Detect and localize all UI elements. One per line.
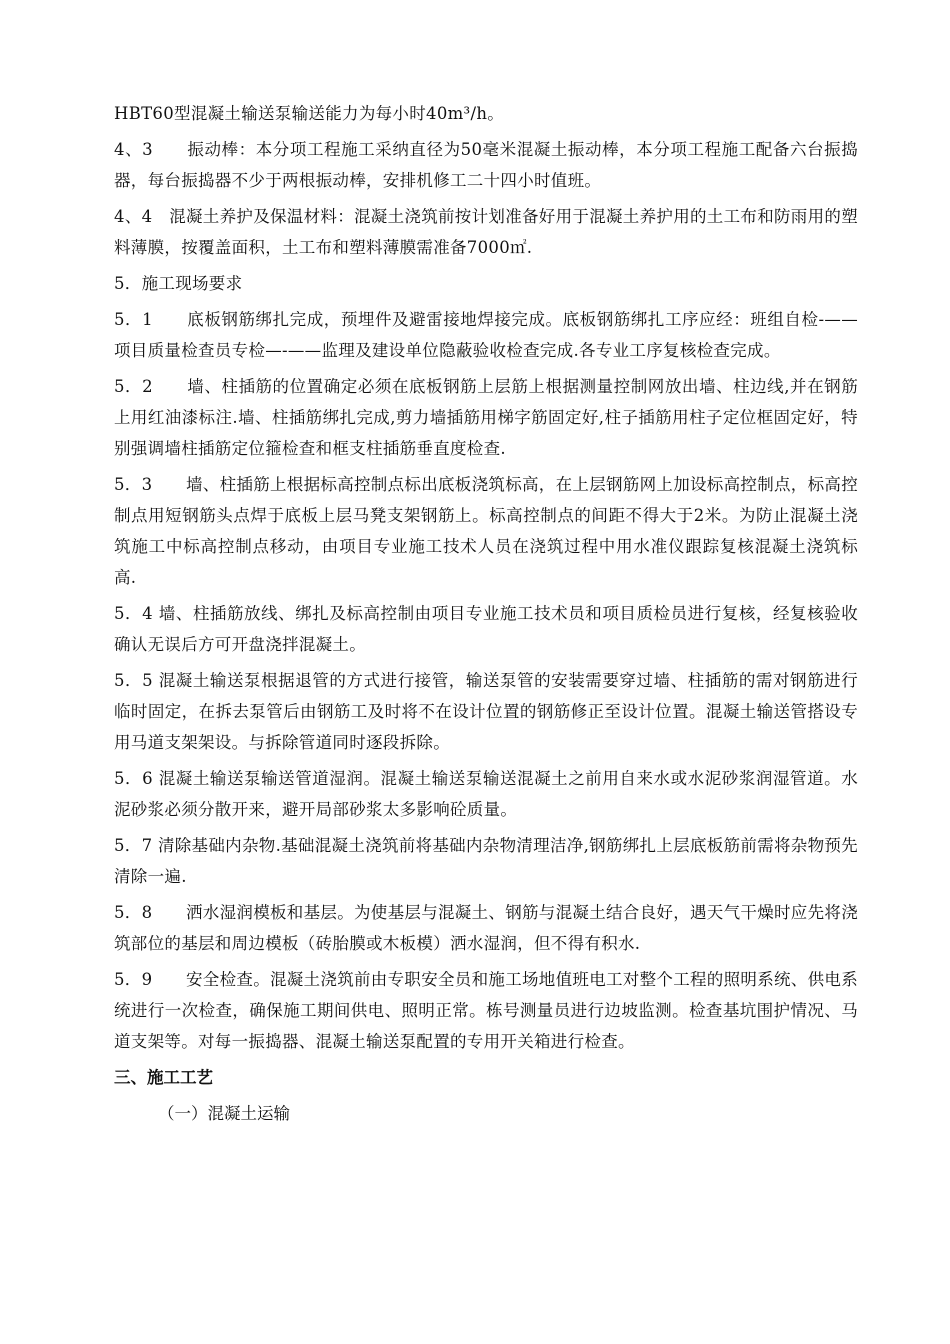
paragraph-5-9: 5．9 安全检查。混凝土浇筑前由专职安全员和施工场地值班电工对整个工程的照明系统、供电系统进行一次检查，确保施工期间供电、照明正常。栋号测量员进行边坡监测。检查基坑围护情况、马道支架等。对每一振捣器、混凝土输送泵配置的专用开关箱进行检查。 (114, 970, 858, 1051)
document-page (114, 98, 858, 1129)
section-heading: 三、施工工艺 (114, 1068, 213, 1087)
paragraph-5-5: 5．5 混凝土输送泵根据退管的方式进行接管，输送泵管的安装需要穿过墙、柱插筋的需对钢筋进行临时固定，在拆去泵管后由钢筋工及时将不在设计位置的钢筋修正至设计位置。混凝土输送管搭设专用马道支架架设。与拆除管道同时逐段拆除。 (114, 671, 858, 752)
paragraph-5-3: 5．3 墙、柱插筋上根据标高控制点标出底板浇筑标高，在上层钢筋网上加设标高控制点，标高控制点用短钢筋头点焊于底板上层马凳支架钢筋上。标高控制点的间距不得大于2米。为防止混凝土浇筑施工中标高控制点移动，由项目专业施工技术人员在浇筑过程中用水准仪跟踪复核混凝土浇筑标高. (114, 475, 858, 587)
paragraph-5-6: 5．6 混凝土输送泵输送管道湿润。混凝土输送泵输送混凝土之前用自来水或水泥砂浆润湿管道。水泥砂浆必须分散开来，避开局部砂浆太多影响砼质量。 (114, 769, 858, 819)
paragraph-5-1: 5．1 底板钢筋绑扎完成，预埋件及避雷接地焊接完成。底板钢筋绑扎工序应经：班组自检-——项目质量检查员专检—-——监理及建设单位隐蔽验收检查完成.各专业工序复核检查完成。 (114, 310, 858, 360)
paragraph-4-4: 4、4 混凝土养护及保温材料：混凝土浇筑前按计划准备好用于混凝土养护用的土工布和防雨用的塑料薄膜，按覆盖面积，土工布和塑料薄膜需准备7000㎡. (114, 207, 858, 257)
paragraph-5-4: 5．4 墙、柱插筋放线、绑扎及标高控制由项目专业施工技术员和项目质检员进行复核，经复核验收确认无误后方可开盘浇拌混凝土。 (114, 604, 858, 654)
paragraph-5-heading: 5．施工现场要求 (114, 274, 243, 293)
paragraph-5-7: 5．7 清除基础内杂物.基础混凝土浇筑前将基础内杂物清理洁净,钢筋绑扎上层底板筋前需将杂物预先清除一遍. (114, 836, 858, 886)
paragraph-5-2: 5．2 墙、柱插筋的位置确定必须在底板钢筋上层筋上根据测量控制网放出墙、柱边线,并在钢筋上用红油漆标注.墙、柱插筋绑扎完成,剪力墙插筋用梯字筋固定好,柱子插筋用柱子定位框固定好，特别强调墙柱插筋定位箍检查和框支柱插筋垂直度检查. (114, 377, 858, 458)
paragraph-4-3: 4、3 振动棒：本分项工程施工采纳直径为50毫米混凝土振动棒，本分项工程施工配备六台振捣器，每台振捣器不少于两根振动棒，安排机修工二十四小时值班。 (114, 140, 858, 190)
subsection-heading: （一）混凝土运输 (158, 1104, 290, 1123)
paragraph-hbt60: HBT60型混凝土输送泵输送能力为每小时40m³/h。 (114, 104, 505, 123)
paragraph-5-8: 5．8 洒水湿润模板和基层。为使基层与混凝土、钢筋与混凝土结合良好，遇天气干燥时应先将浇筑部位的基层和周边模板（砖胎膜或木板模）洒水湿润，但不得有积水. (114, 903, 858, 953)
